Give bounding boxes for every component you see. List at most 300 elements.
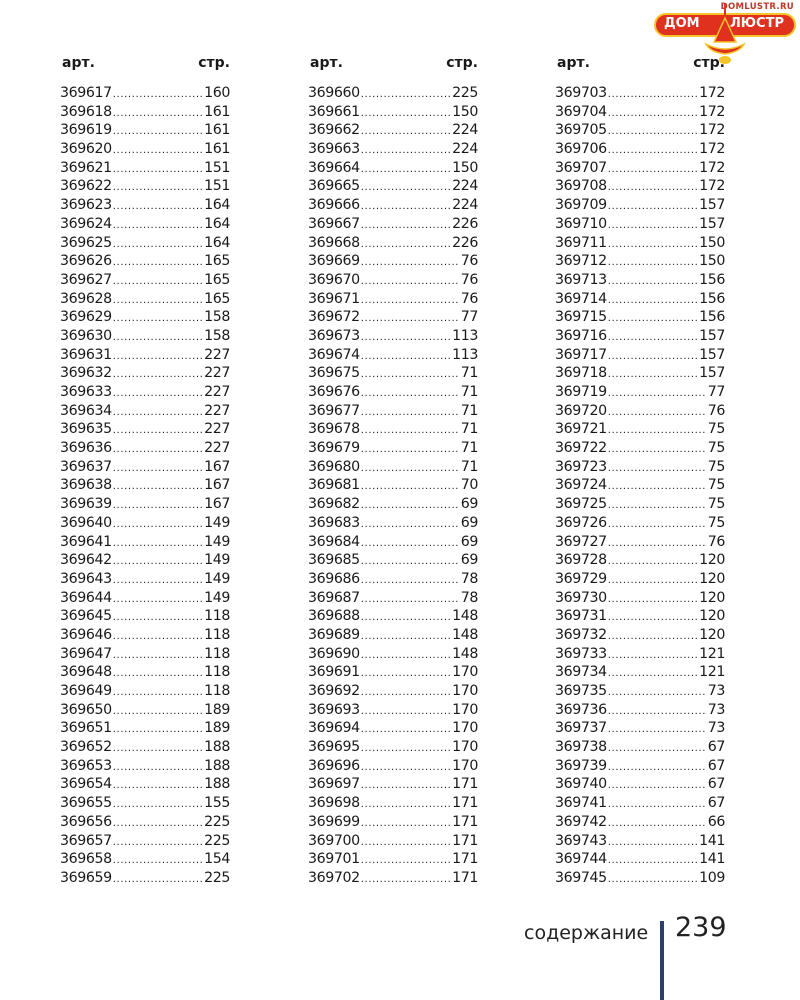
dot-leader [608, 535, 707, 554]
dot-leader [113, 273, 203, 292]
article-code: 369741 [555, 795, 607, 812]
page-ref: 75 [707, 496, 725, 513]
dot-leader [113, 478, 203, 497]
index-entry [555, 364, 725, 383]
index-entry [555, 533, 725, 552]
index-entry [308, 159, 478, 178]
dot-leader [113, 366, 203, 385]
index-entry [308, 794, 478, 813]
dot-leader [361, 123, 451, 142]
page-ref: 76 [707, 402, 725, 419]
dot-leader [361, 553, 460, 572]
page-ref: 71 [460, 402, 478, 419]
index-entry [308, 626, 478, 645]
dot-leader [113, 572, 203, 591]
page-ref: 156 [699, 309, 725, 326]
page-ref: 76 [707, 533, 725, 550]
index-entry [60, 850, 230, 869]
article-code: 369645 [60, 608, 112, 625]
index-entry [555, 495, 725, 514]
index-entry [308, 121, 478, 140]
index-entry [555, 850, 725, 869]
dot-leader [608, 329, 698, 348]
article-code: 369630 [60, 327, 112, 344]
page-ref: 141 [699, 851, 725, 868]
index-entry [60, 177, 230, 196]
page-ref: 149 [204, 570, 230, 587]
page-ref: 77 [460, 309, 478, 326]
dot-leader [608, 460, 707, 479]
page-number: 239 [675, 912, 727, 943]
dot-leader [113, 460, 203, 479]
article-code: 369629 [60, 309, 112, 326]
index-entry [60, 757, 230, 776]
index-entry [308, 570, 478, 589]
entries-list [555, 84, 725, 888]
page-ref: 157 [699, 346, 725, 363]
index-entry [308, 495, 478, 514]
page-ref: 188 [204, 776, 230, 793]
index-entry [308, 252, 478, 271]
index-entry [60, 196, 230, 215]
page-ref: 141 [699, 832, 725, 849]
dot-leader [608, 86, 698, 105]
article-code: 369678 [308, 421, 360, 438]
index-entry [555, 439, 725, 458]
index-entry [555, 701, 725, 720]
index-entry [60, 813, 230, 832]
dot-leader [361, 404, 460, 423]
page-ref: 167 [204, 496, 230, 513]
index-entry [308, 103, 478, 122]
page-ref: 171 [452, 813, 478, 830]
article-code: 369674 [308, 346, 360, 363]
dot-leader [608, 422, 707, 441]
index-entry [60, 271, 230, 290]
article-code: 369636 [60, 440, 112, 457]
page-ref: 172 [699, 178, 725, 195]
page-ref: 69 [460, 533, 478, 550]
dot-leader [361, 740, 451, 759]
index-entry [60, 346, 230, 365]
index-entry [308, 308, 478, 327]
index-entry [60, 383, 230, 402]
index-entry [308, 869, 478, 888]
dot-leader [113, 142, 203, 161]
article-code: 369657 [60, 832, 112, 849]
article-code: 369726 [555, 514, 607, 531]
index-entry [60, 775, 230, 794]
page-ref: 227 [204, 421, 230, 438]
article-code: 369620 [60, 141, 112, 158]
index-entry [308, 476, 478, 495]
index-entry [555, 271, 725, 290]
article-code: 369653 [60, 757, 112, 774]
index-entry [308, 327, 478, 346]
dot-leader [113, 123, 203, 142]
dot-leader [608, 254, 698, 273]
article-code: 369706 [555, 141, 607, 158]
dot-leader [608, 273, 698, 292]
index-entry [60, 84, 230, 103]
page-ref: 75 [707, 477, 725, 494]
page-ref: 154 [204, 851, 230, 868]
index-entry [308, 701, 478, 720]
dot-leader [361, 198, 451, 217]
dot-leader [608, 796, 707, 815]
dot-leader [361, 834, 451, 853]
article-code: 369738 [555, 739, 607, 756]
dot-leader [113, 329, 203, 348]
page-ref: 149 [204, 533, 230, 550]
article-code: 369632 [60, 365, 112, 382]
page-ref: 161 [204, 122, 230, 139]
article-code: 369679 [308, 440, 360, 457]
section-label: содержание [524, 922, 649, 944]
dot-leader [608, 123, 698, 142]
article-code: 369671 [308, 290, 360, 307]
article-code: 369742 [555, 813, 607, 830]
page-ref: 67 [707, 776, 725, 793]
entries-list [308, 84, 478, 888]
page-ref: 161 [204, 103, 230, 120]
page-ref: 150 [452, 103, 478, 120]
page-ref: 73 [707, 701, 725, 718]
index-entry [555, 626, 725, 645]
page-ref: 120 [699, 589, 725, 606]
page-ref: 167 [204, 458, 230, 475]
dot-leader [361, 777, 451, 796]
page-ref: 170 [452, 720, 478, 737]
dot-leader [361, 628, 451, 647]
index-entry [308, 645, 478, 664]
page-ref: 150 [699, 234, 725, 251]
dot-leader [113, 254, 203, 273]
dot-leader [608, 366, 698, 385]
dot-leader [608, 441, 707, 460]
article-code: 369743 [555, 832, 607, 849]
article-code: 369635 [60, 421, 112, 438]
index-entry [60, 514, 230, 533]
index-entry [60, 682, 230, 701]
dot-leader [113, 292, 203, 311]
article-code: 369668 [308, 234, 360, 251]
dot-leader [608, 759, 707, 778]
article-code: 369708 [555, 178, 607, 195]
page-ref: 226 [452, 234, 478, 251]
article-code: 369699 [308, 813, 360, 830]
column-header [308, 55, 478, 73]
index-entry [308, 682, 478, 701]
dot-leader [608, 647, 698, 666]
dot-leader [608, 703, 707, 722]
article-code: 369691 [308, 664, 360, 681]
dot-leader [608, 179, 698, 198]
article-code: 369711 [555, 234, 607, 251]
index-entry [60, 121, 230, 140]
article-code: 369662 [308, 122, 360, 139]
index-entry [555, 813, 725, 832]
page-ref: 171 [452, 851, 478, 868]
index-entry [60, 402, 230, 421]
article-code: 369739 [555, 757, 607, 774]
dot-leader [608, 105, 698, 124]
page-ref: 67 [707, 757, 725, 774]
article-code: 369651 [60, 720, 112, 737]
index-entry [60, 570, 230, 589]
dot-leader [113, 684, 203, 703]
article-code: 369642 [60, 552, 112, 569]
dot-leader [361, 142, 451, 161]
article-code: 369666 [308, 197, 360, 214]
article-code: 369681 [308, 477, 360, 494]
dot-leader [361, 535, 460, 554]
dot-leader [361, 86, 451, 105]
article-code: 369617 [60, 85, 112, 101]
article-code: 369640 [60, 514, 112, 531]
index-entry [308, 738, 478, 757]
index-entry [555, 290, 725, 309]
index-entry [308, 832, 478, 851]
article-code: 369663 [308, 141, 360, 158]
index-entry [60, 663, 230, 682]
page-ref: 113 [452, 327, 478, 344]
page-ref: 165 [204, 253, 230, 270]
article-code: 369677 [308, 402, 360, 419]
index-entry [60, 551, 230, 570]
article-code: 369641 [60, 533, 112, 550]
index-entry [555, 794, 725, 813]
article-code: 369736 [555, 701, 607, 718]
header-page: стр. [693, 55, 725, 71]
article-code: 369660 [308, 85, 360, 101]
page-ref: 118 [204, 664, 230, 681]
page-ref: 167 [204, 477, 230, 494]
page-ref: 151 [204, 159, 230, 176]
article-code: 369714 [555, 290, 607, 307]
index-entry [308, 607, 478, 626]
article-code: 369682 [308, 496, 360, 513]
article-code: 369644 [60, 589, 112, 606]
article-code: 369626 [60, 253, 112, 270]
article-code: 369724 [555, 477, 607, 494]
index-entry [60, 794, 230, 813]
index-entry [308, 346, 478, 365]
dot-leader [608, 684, 707, 703]
dot-leader [113, 497, 203, 516]
article-code: 369727 [555, 533, 607, 550]
dot-leader [361, 497, 460, 516]
dot-leader [361, 665, 451, 684]
index-entry [60, 533, 230, 552]
page-ref: 224 [452, 178, 478, 195]
article-code: 369654 [60, 776, 112, 793]
article-code: 369703 [555, 85, 607, 101]
page-ref: 170 [452, 664, 478, 681]
index-entry [308, 177, 478, 196]
article-code: 369676 [308, 384, 360, 400]
page-ref: 75 [707, 440, 725, 457]
header-page: стр. [446, 55, 478, 71]
dot-leader [113, 740, 203, 759]
page-ref: 77 [707, 384, 725, 400]
dot-leader [361, 796, 451, 815]
logo-word-left: ДОМ [664, 16, 700, 31]
dot-leader [608, 777, 707, 796]
page-ref: 66 [707, 813, 725, 830]
page-ref: 170 [452, 757, 478, 774]
index-entry [555, 757, 725, 776]
dot-leader [113, 516, 203, 535]
index-entry [555, 589, 725, 608]
dot-leader [608, 292, 698, 311]
page-ref: 151 [204, 178, 230, 195]
page-ref: 69 [460, 552, 478, 569]
dot-leader [113, 665, 203, 684]
index-entry [555, 719, 725, 738]
index-entry [60, 439, 230, 458]
page-ref: 225 [204, 832, 230, 849]
article-code: 369647 [60, 645, 112, 662]
index-entry [555, 121, 725, 140]
article-code: 369621 [60, 159, 112, 176]
article-code: 369683 [308, 514, 360, 531]
page-ref: 78 [460, 570, 478, 587]
article-code: 369639 [60, 496, 112, 513]
article-code: 369718 [555, 365, 607, 382]
article-code: 369744 [555, 851, 607, 868]
dot-leader [361, 366, 460, 385]
article-code: 369633 [60, 384, 112, 400]
page-ref: 113 [452, 346, 478, 363]
article-code: 369637 [60, 458, 112, 475]
dot-leader [608, 310, 698, 329]
dot-leader [608, 217, 698, 236]
index-entry [60, 290, 230, 309]
dot-leader [608, 628, 698, 647]
index-entry [60, 252, 230, 271]
page-ref: 120 [699, 570, 725, 587]
page-ref: 73 [707, 683, 725, 699]
dot-leader [361, 329, 451, 348]
page-ref: 226 [452, 215, 478, 232]
article-code: 369697 [308, 776, 360, 793]
article-code: 369698 [308, 795, 360, 812]
article-code: 369693 [308, 701, 360, 718]
article-code: 369686 [308, 570, 360, 587]
dot-leader [113, 609, 203, 628]
dot-leader [113, 217, 203, 236]
page-ref: 160 [204, 85, 230, 101]
index-entry [60, 420, 230, 439]
page-ref: 227 [204, 440, 230, 457]
index-entry [555, 159, 725, 178]
dot-leader [361, 647, 451, 666]
index-entry [308, 383, 478, 402]
article-code: 369695 [308, 739, 360, 756]
dot-leader [113, 703, 203, 722]
page-ref: 150 [452, 159, 478, 176]
index-entry [60, 645, 230, 664]
page-ref: 109 [699, 869, 725, 886]
dot-leader [608, 609, 698, 628]
page-ref: 71 [460, 365, 478, 382]
index-entry [555, 738, 725, 757]
dot-leader [113, 441, 203, 460]
page-ref: 73 [707, 720, 725, 737]
page-ref: 157 [699, 197, 725, 214]
index-entry [308, 290, 478, 309]
dot-leader [361, 478, 460, 497]
page-ref: 75 [707, 514, 725, 531]
page-ref: 156 [699, 271, 725, 288]
index-entry [555, 832, 725, 851]
page-ref: 164 [204, 197, 230, 214]
column-header [60, 55, 230, 73]
page-ref: 71 [460, 421, 478, 438]
page-ref: 189 [204, 720, 230, 737]
index-entry [308, 813, 478, 832]
dot-leader [361, 385, 460, 404]
index-entry [308, 84, 478, 103]
index-entry [308, 271, 478, 290]
page-ref: 120 [699, 552, 725, 569]
page-ref: 118 [204, 626, 230, 643]
index-entry [60, 159, 230, 178]
article-code: 369719 [555, 384, 607, 400]
article-code: 369705 [555, 122, 607, 139]
dot-leader [113, 628, 203, 647]
index-entry [555, 177, 725, 196]
footer-divider [660, 921, 664, 1000]
dot-leader [113, 161, 203, 180]
article-code: 369625 [60, 234, 112, 251]
article-code: 369687 [308, 589, 360, 606]
article-code: 369655 [60, 795, 112, 812]
index-entry [555, 551, 725, 570]
page-ref: 157 [699, 365, 725, 382]
article-code: 369700 [308, 832, 360, 849]
dot-leader [113, 105, 203, 124]
dot-leader [361, 721, 451, 740]
article-code: 369649 [60, 683, 112, 699]
article-code: 369707 [555, 159, 607, 176]
dot-leader [361, 161, 451, 180]
page-ref: 164 [204, 234, 230, 251]
page-ref: 71 [460, 384, 478, 400]
index-entry [555, 458, 725, 477]
page-ref: 165 [204, 290, 230, 307]
index-entry [555, 420, 725, 439]
index-entry [60, 626, 230, 645]
column-header [555, 55, 725, 73]
dot-leader [608, 198, 698, 217]
index-entry [60, 589, 230, 608]
index-entry [60, 476, 230, 495]
index-entry [308, 420, 478, 439]
index-entry [308, 533, 478, 552]
page-ref: 172 [699, 122, 725, 139]
page-ref: 71 [460, 440, 478, 457]
page-ref: 118 [204, 645, 230, 662]
page-ref: 157 [699, 327, 725, 344]
article-code: 369721 [555, 421, 607, 438]
dot-leader [361, 179, 451, 198]
page-ref: 120 [699, 608, 725, 625]
index-entry [308, 514, 478, 533]
article-code: 369627 [60, 271, 112, 288]
article-code: 369725 [555, 496, 607, 513]
